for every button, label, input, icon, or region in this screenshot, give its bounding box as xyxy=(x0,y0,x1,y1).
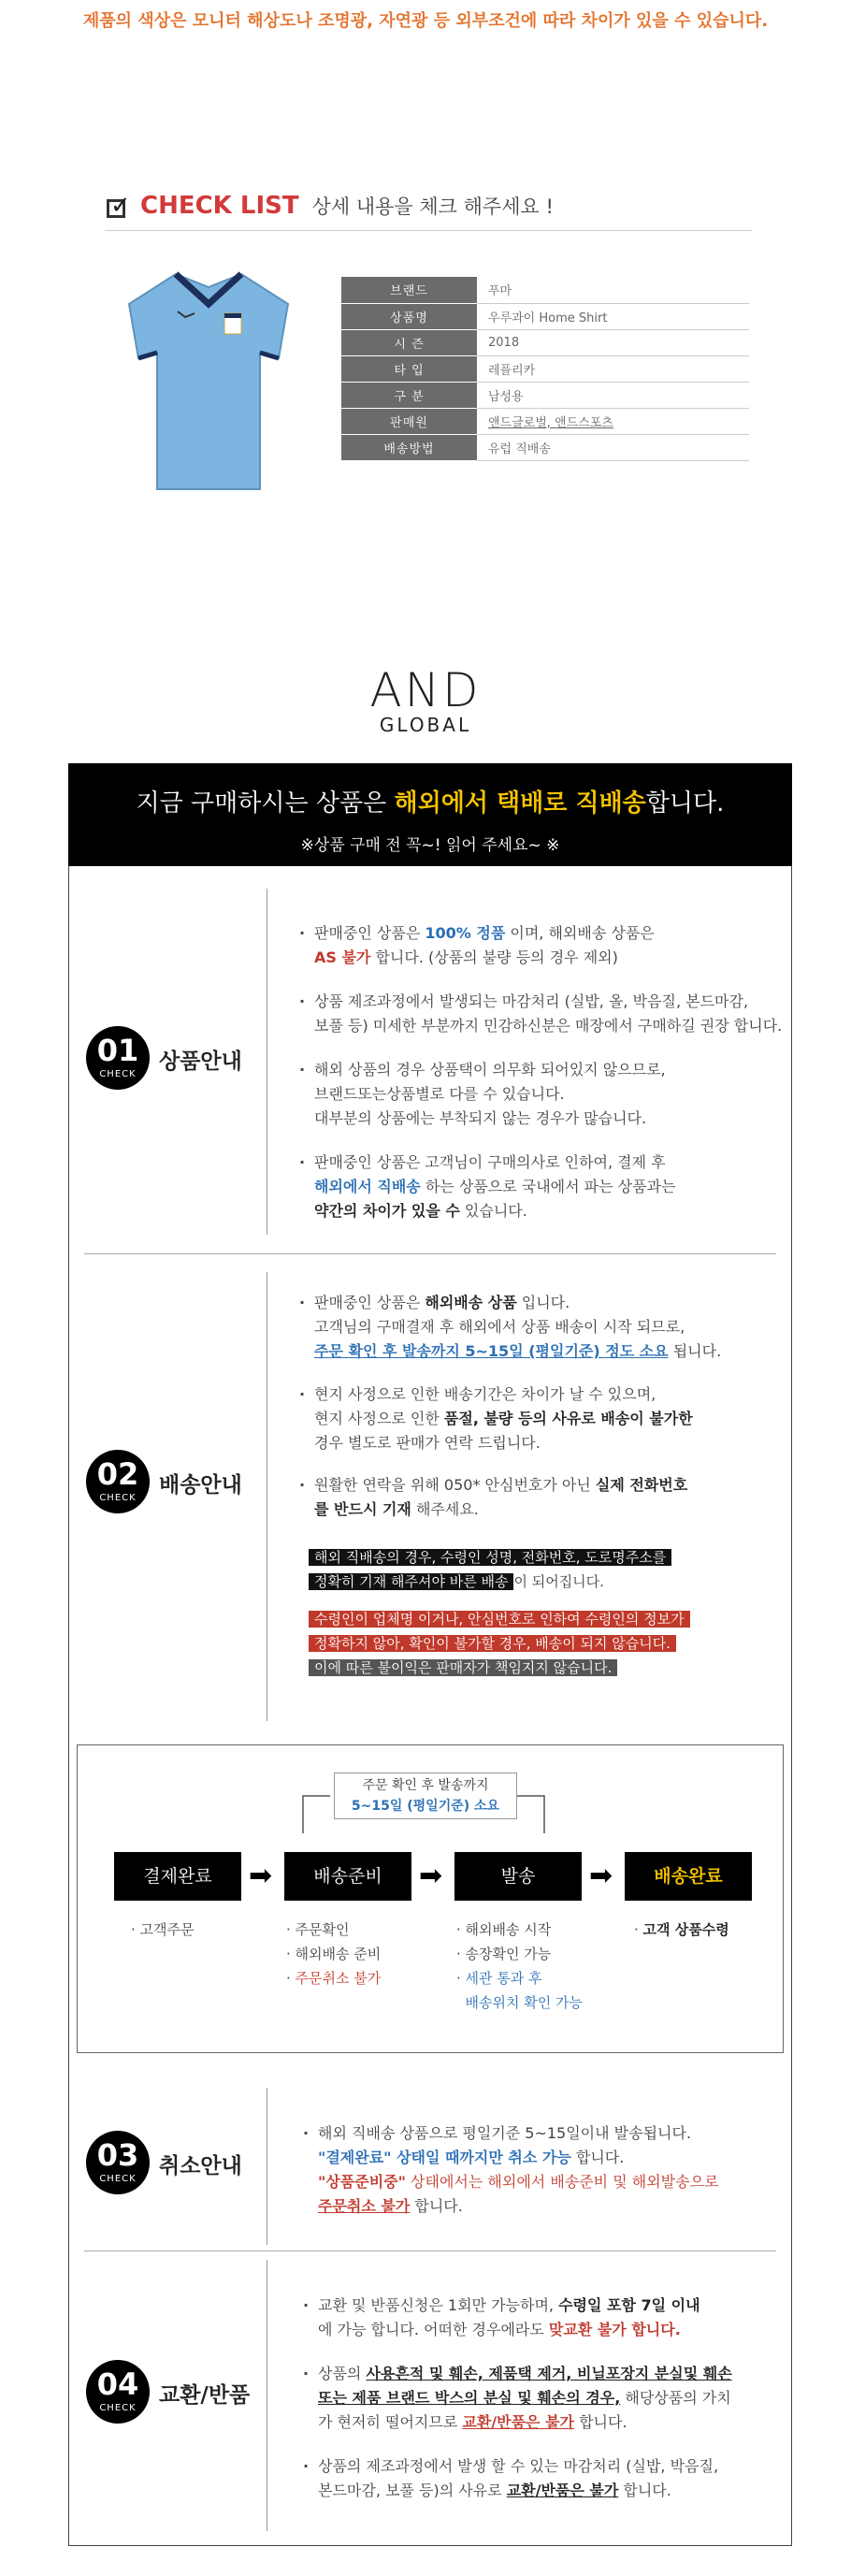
list-item: · 상품 제조과정에서 발생되는 마감처리 (실밥, 올, 박음질, 본드마감, 보풀 등) 미세한 부분까지 민감하신분은 매장에서 구매하길 권장 합니다. xyxy=(314,990,782,1038)
arrow-icon: ➡ xyxy=(249,1860,273,1892)
section-label-return: 교환/반품 xyxy=(159,2383,251,2408)
check-badge-04: 04 CHECK xyxy=(86,2360,150,2424)
shipping-warning-red: 수령인이 업체명 이거나, 안심번호로 인하여 수령인의 정보가 정확하지 않아, 확인이 불가할 경우, 배송이 되지 않습니다. 이에 따른 불이익은 판매자가 책임지지 않습니다. xyxy=(309,1607,690,1680)
step-list-delivered: · 고객 상품수령 xyxy=(634,1921,729,1938)
section-label-product: 상품안내 xyxy=(159,1049,242,1074)
step-list-prepare: · 주문확인 · 해외배송 준비 · 주문취소 불가 xyxy=(286,1921,382,1987)
info-row: 상품명 우루과이 Home Shirt xyxy=(341,303,749,329)
list-item: · 판매중인 상품은 해외배송 상품 입니다. 고객님의 구매결재 후 해외에서 상품 배송이 시작 되므로, 주문 확인 후 발송까지 5~15일 (평일기준) 정도 소요 됩니다. xyxy=(314,1291,721,1364)
list-item: · 해외 상품의 경우 상품택이 의무화 되어있지 않으므로, 브랜드또는상품별로 다를 수 있습니다. 대부분의 상품에는 부착되지 않는 경우가 많습니다. xyxy=(314,1058,666,1131)
checklist-title: CHECK LIST xyxy=(140,192,299,220)
check-badge-02: 02 CHECK xyxy=(86,1450,150,1513)
info-row: 브랜드 푸마 xyxy=(341,277,749,303)
step-delivered: 배송완료 xyxy=(625,1852,752,1901)
info-row: 판매원 앤드글로벌, 앤드스포츠 xyxy=(341,408,749,434)
info-row: 타 입 레플리카 xyxy=(341,355,749,382)
read-notice: ※상품 구매 전 꼭~! 읽어 주세요~ ※ xyxy=(300,836,560,855)
info-row: 시 즌 2018 xyxy=(341,329,749,355)
divider xyxy=(105,230,752,231)
brand-logo: AND GLOBAL xyxy=(369,663,482,736)
check-badge-03: 03 CHECK xyxy=(86,2131,150,2194)
step-list-ship: · 해외배송 시작 · 송장확인 가능 · 세관 통과 후 배송위치 확인 가능 xyxy=(456,1921,584,2011)
checkbox-icon: ✓ xyxy=(105,194,129,218)
checklist-header xyxy=(105,192,554,220)
product-shirt-image xyxy=(120,267,297,496)
info-row: 배송방법 유럽 직배송 xyxy=(341,434,749,460)
info-row: 구 분 남성용 xyxy=(341,382,749,408)
list-item: · 해외 직배송 상품으로 평일기준 5~15일이내 발송됩니다. "결제완료" 상태일 때까지만 취소 가능 합니다. "상품준비중" 상태에서는 해외에서 배송준비 및 해외발송으로 주문취소 불가 합니다. xyxy=(318,2121,719,2219)
divider xyxy=(84,1253,776,1254)
flow-duration-note: 주문 확인 후 발송까지 5~15일 (평일기준) 소요 xyxy=(334,1773,517,1819)
step-prepare: 배송준비 xyxy=(284,1852,411,1901)
checklist-subtitle: 상세 내용을 체크 해주세요 ! xyxy=(311,195,554,218)
list-item: · 상품의 사용흔적 및 훼손, 제품택 제거, 비닐포장지 분실및 훼손 또는 제품 브랜드 박스의 분실 및 훼손의 경우, 해당상품의 가치 가 현저히 떨어지므로 교환/반품은 불가 합니다. xyxy=(318,2362,732,2435)
list-item: · 교환 및 반품신청은 1회만 가능하며, 수령일 포함 7일 이내 에 가능 합니다. 어떠한 경우에라도 맞교환 불가 합니다. xyxy=(318,2294,700,2342)
list-item: · 판매중인 상품은 100% 정품 이며, 해외배송 상품은 AS 불가 합니다. (상품의 불량 등의 경우 제외) xyxy=(314,921,655,970)
divider xyxy=(84,2250,776,2251)
list-item: · 원활한 연락을 위해 050* 안심번호가 아닌 실제 전화번호 를 반드시 기재 해주세요. xyxy=(314,1473,687,1522)
list-item: · 판매중인 상품은 고객님이 구매의사로 인하여, 결제 후 해외에서 직배송 하는 상품으로 국내에서 파는 상품과는 약간의 차이가 있을 수 있습니다. xyxy=(314,1151,676,1223)
arrow-icon: ➡ xyxy=(589,1860,613,1892)
product-info-table xyxy=(341,277,749,461)
shipping-warning-black: 해외 직배송의 경우, 수령인 성명, 전화번호, 도로명주소를 정확히 기재 해주셔야 바른 배송 이 되어집니다. xyxy=(309,1545,671,1594)
list-item: · 상품의 제조과정에서 발생 할 수 있는 마감처리 (실밥, 박음질, 본드마감, 보풀 등)의 사유로 교환/반품은 불가 합니다. xyxy=(318,2454,718,2503)
arrow-icon: ➡ xyxy=(419,1860,443,1892)
check-badge-01: 01 CHECK xyxy=(86,1026,150,1090)
step-ship: 발송 xyxy=(454,1852,582,1901)
section-label-cancel: 취소안내 xyxy=(159,2154,242,2178)
color-notice: 제품의 색상은 모니터 해상도나 조명광, 자연광 등 외부조건에 따라 차이가 있을 수 있습니다. xyxy=(82,11,769,31)
section-label-shipping: 배송안내 xyxy=(159,1473,242,1498)
step-list-payment: · 고객주문 xyxy=(131,1921,195,1938)
shipping-header: 지금 구매하시는 상품은 해외에서 택배로 직배송합니다. ※상품 구매 전 꼭~! 읽어 주세요~ ※ xyxy=(68,763,792,866)
step-payment: 결제완료 xyxy=(114,1852,241,1901)
list-item: · 현지 사정으로 인한 배송기간은 차이가 날 수 있으며, 현지 사정으로 인한 품절, 불량 등의 사유로 배송이 불가한 경우 별도로 판매가 연락 드립니다. xyxy=(314,1382,693,1455)
